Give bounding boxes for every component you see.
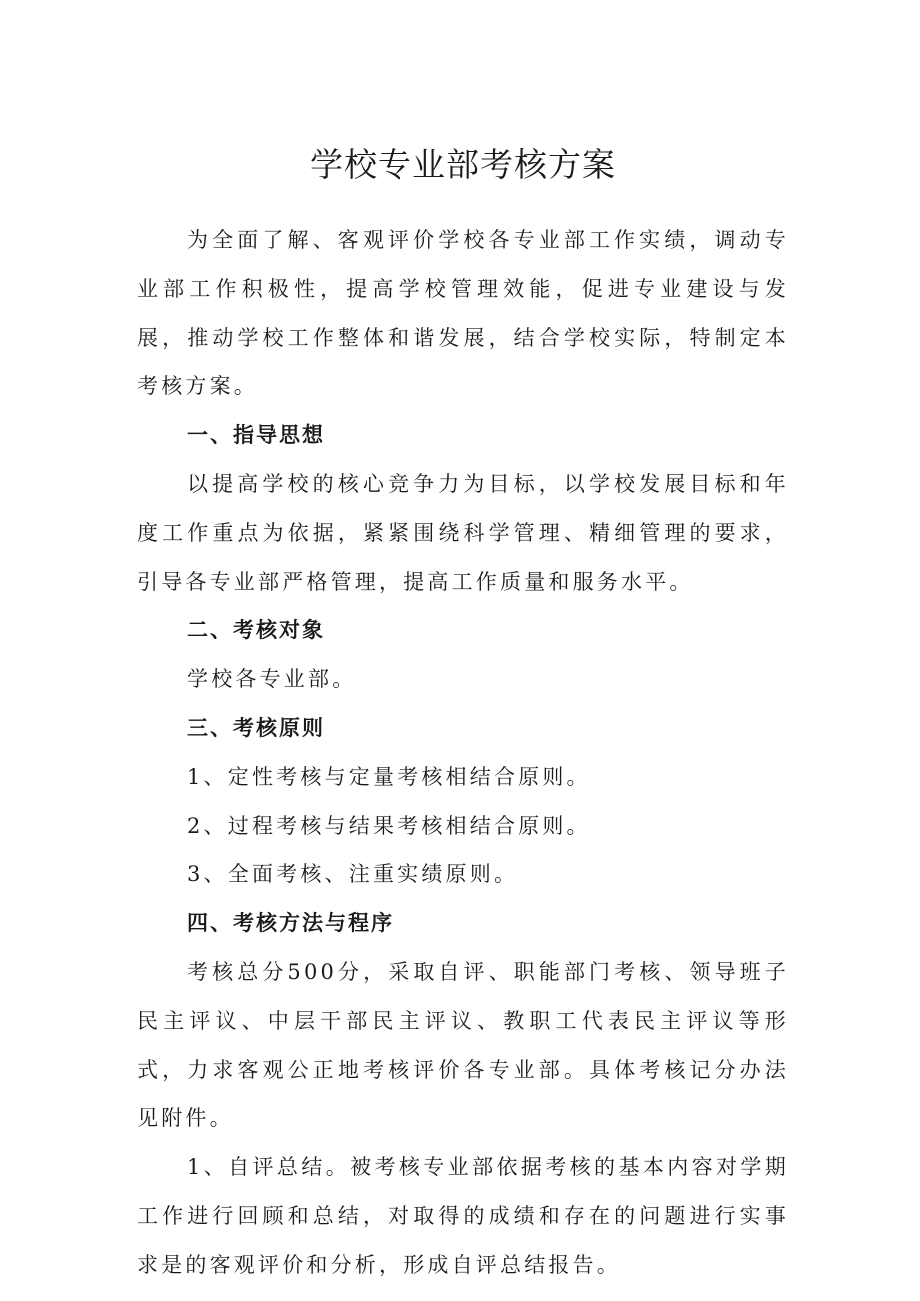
document-title: 学校专业部考核方案 bbox=[310, 145, 616, 184]
section-heading-assessment-target: 二、考核对象 bbox=[187, 618, 325, 643]
intro-paragraph: 为全面了解、客观评价学校各专业部工作实绩，调动专业部工作积极性，提高学校管理效能，促进专业建设与发展，推动学校工作整体和谐发展，结合学校实际，特制定本考核方案。 bbox=[137, 228, 789, 399]
principle-item: 2、过程考核与结果考核相结合原则。 bbox=[187, 813, 591, 838]
section-heading-methods-procedures: 四、考核方法与程序 bbox=[187, 911, 394, 936]
self-evaluation-paragraph: 1、自评总结。被考核专业部依据考核的基本内容对学期工作进行回顾和总结，对取得的成绩和存在的问题进行实事求是的客观评价和分析，形成自评总结报告。 bbox=[137, 1155, 789, 1277]
section-heading-guiding-ideology: 一、指导思想 bbox=[187, 423, 325, 448]
principle-item: 1、定性考核与定量考核相结合原则。 bbox=[187, 764, 591, 789]
principle-item: 3、全面考核、注重实绩原则。 bbox=[187, 862, 519, 887]
methods-paragraph: 考核总分500分，采取自评、职能部门考核、领导班子民主评议、中层干部民主评议、教职工代表民主评议等形式，力求客观公正地考核评价各专业部。具体考核记分办法见附件。 bbox=[137, 959, 789, 1131]
guiding-ideology-paragraph: 以提高学校的核心竞争力为目标，以学校发展目标和年度工作重点为依据，紧紧围绕科学管理、精细管理的要求，引导各专业部严格管理，提高工作质量和服务水平。 bbox=[137, 471, 789, 594]
section-heading-assessment-principles: 三、考核原则 bbox=[187, 715, 325, 740]
assessment-target-paragraph: 学校各专业部。 bbox=[187, 667, 357, 692]
document-body bbox=[137, 216, 789, 1290]
